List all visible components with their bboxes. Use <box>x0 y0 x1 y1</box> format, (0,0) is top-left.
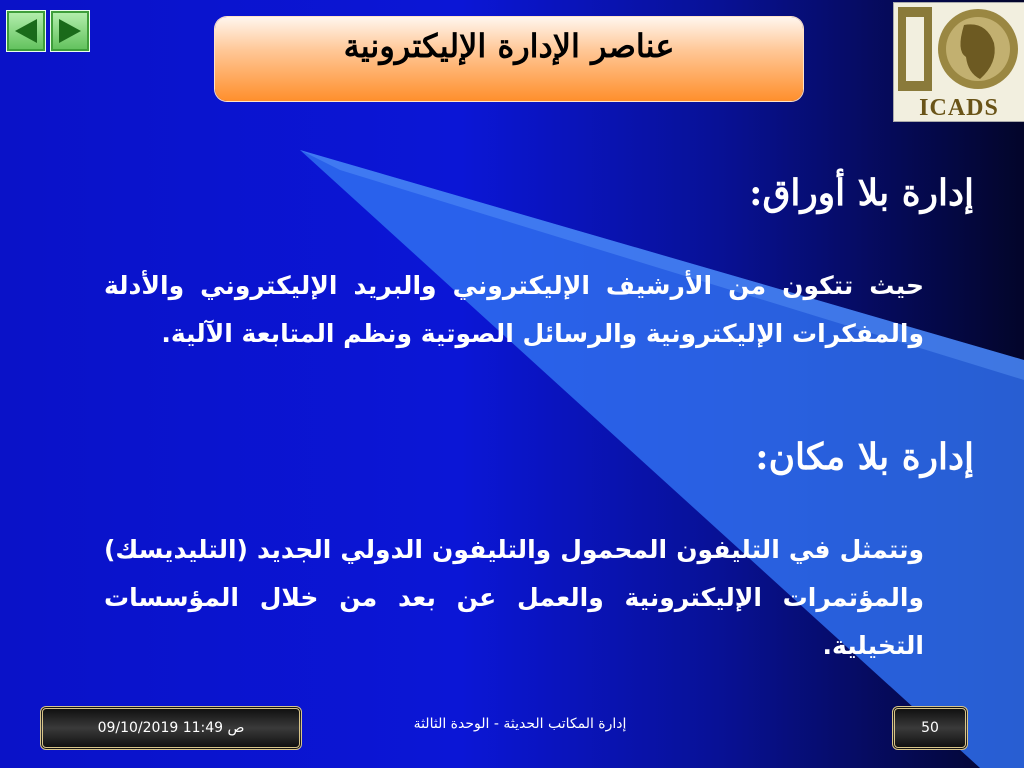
title-box <box>215 17 803 101</box>
previous-slide-button[interactable] <box>6 10 46 52</box>
icads-logo <box>893 2 1024 122</box>
section-body-paperless: حيث تتكون من الأرشيف الإليكتروني والبريد الإليكتروني والأدلة والمفكرات الإليكترونية والرسائل الصوتية ونظم المتابعة الآلية. <box>104 271 924 348</box>
footer-page-number <box>892 706 968 750</box>
slide-title: عناصر الإدارة الإليكترونية <box>343 27 675 65</box>
page-number-text: 50 <box>921 720 939 736</box>
section-heading-placeless: إدارة بلا مكان: <box>755 436 974 478</box>
next-slide-button[interactable] <box>50 10 90 52</box>
footer-title: إدارة المكاتب الحديثة - الوحدة الثالثة <box>413 716 627 732</box>
arrow-right-icon <box>57 17 83 45</box>
logo-text: ICADS <box>919 95 999 121</box>
logo-emblem-icon <box>894 3 1024 95</box>
slide-navigation <box>6 10 90 52</box>
datetime-text: 09/10/2019 11:49 ص <box>97 720 245 736</box>
section-heading-paperless: إدارة بلا أوراق: <box>749 172 974 214</box>
arrow-left-icon <box>13 17 39 45</box>
footer-datetime <box>40 706 302 750</box>
section-body-placeless: وتتمثل في التليفون المحمول والتليفون الدولي الجديد (التليديسك) والمؤتمرات الإليكترونية والعمل عن بعد من خلال المؤسسات التخيلية. <box>104 535 924 660</box>
